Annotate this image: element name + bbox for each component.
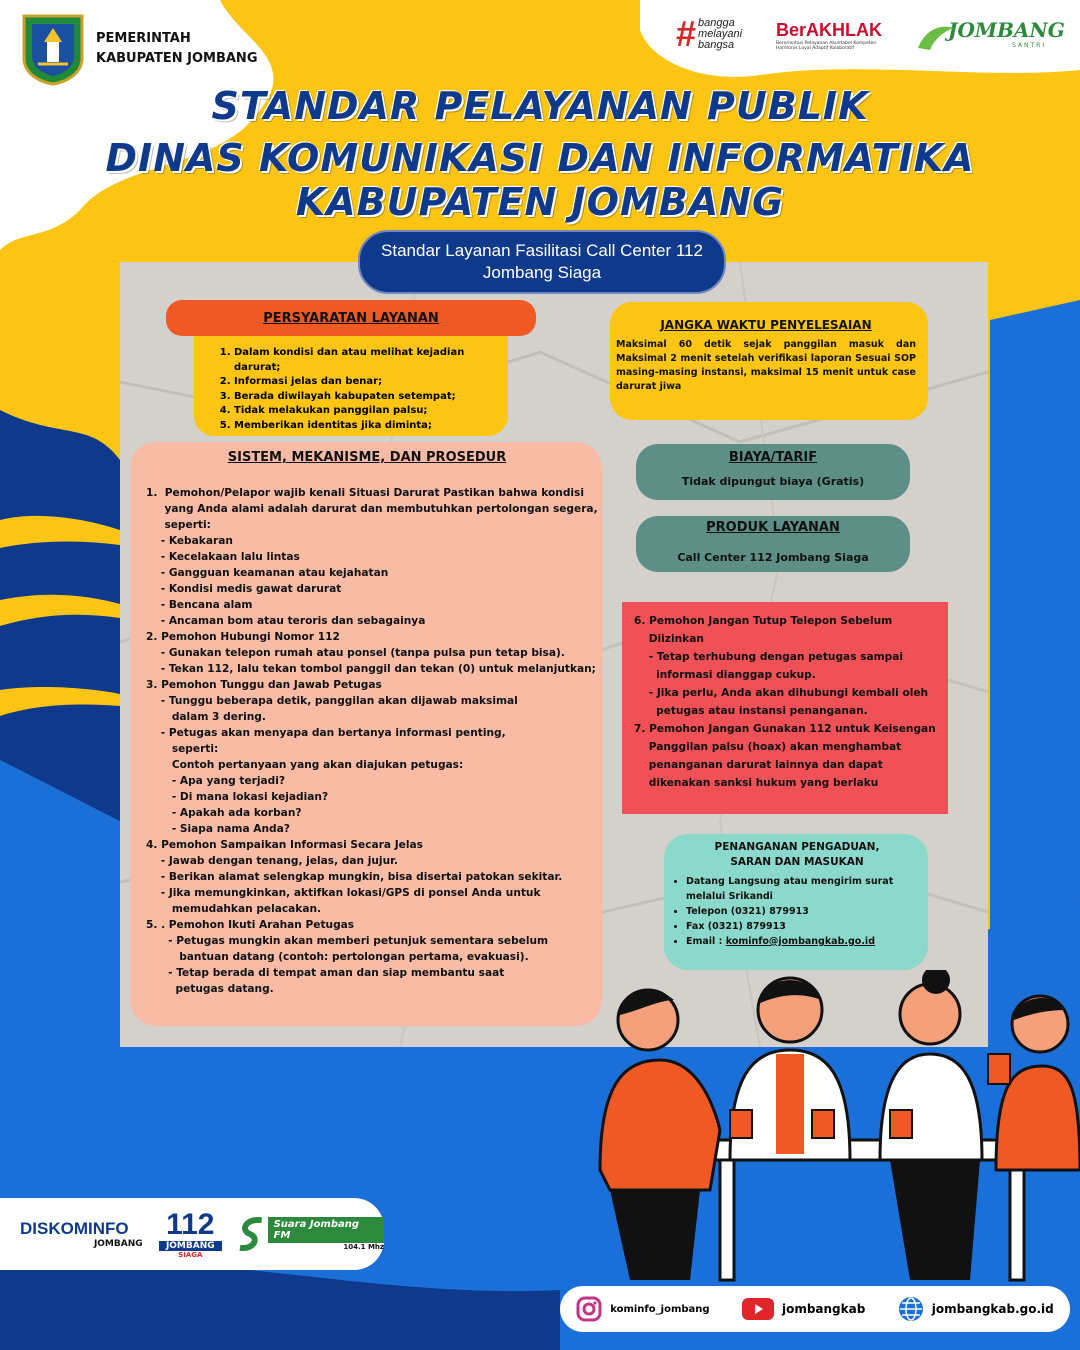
persyaratan-item: 4. Tidak melakukan panggilan palsu; bbox=[234, 404, 498, 419]
text-line: yang Anda alami adalah darurat dan membutuhkan pertolongan segera, bbox=[146, 503, 598, 515]
pengaduan-list bbox=[674, 874, 920, 949]
text-line: 4. Pemohon Sampaikan Informasi Secara Jelas bbox=[146, 839, 423, 851]
main-title-line-1: STANDAR PELAYANAN PUBLIK bbox=[211, 84, 869, 128]
radio-name: Suara Jombang FM bbox=[268, 1217, 384, 1243]
text-line: - Gangguan keamanan atau kejahatan bbox=[146, 567, 389, 579]
text-line: - Jika memungkinkan, aktifkan lokasi/GPS di ponsel Anda untuk bbox=[146, 887, 541, 899]
person-2-shirt bbox=[776, 1054, 804, 1154]
text-line: - Berikan alamat selengkap mungkin, bisa disertai patokan sekitar. bbox=[146, 871, 563, 883]
text-line: - Tetap terhubung dengan petugas sampai bbox=[634, 651, 904, 663]
text-line: - Petugas akan menyapa dan bertanya informasi penting, bbox=[146, 727, 506, 739]
radio-frequency: 104.1 Mhz bbox=[343, 1243, 384, 1251]
text-line: - Tetap berada di tempat aman dan siap membantu saat bbox=[146, 967, 505, 979]
radio-logo bbox=[236, 1216, 384, 1252]
jangka-heading: JANGKA WAKTU PENYELESAIAN bbox=[660, 318, 872, 332]
text-line: Contoh pertanyaan yang akan diajukan petugas: bbox=[146, 759, 464, 771]
jombang-title: JOMBANG bbox=[948, 18, 1065, 42]
person-3-body bbox=[880, 1054, 982, 1160]
diskominfo-logo bbox=[20, 1219, 143, 1249]
youtube-link[interactable] bbox=[742, 1298, 865, 1320]
text-line: 5. . Pemohon Ikuti Arahan Petugas bbox=[146, 919, 355, 931]
produk-text: Call Center 112 Jombang Siaga bbox=[677, 551, 869, 564]
brand1-word-3: bangsa bbox=[698, 38, 735, 51]
service-title-line-2: Jombang Siaga bbox=[482, 263, 602, 282]
text-line: 1. Pemohon/Pelapor wajib kenali Situasi Darurat Pastikan bahwa kondisi bbox=[146, 487, 584, 499]
logo-112-sub: JOMBANG bbox=[159, 1241, 222, 1251]
biaya-heading: BIAYA/TARIF bbox=[728, 450, 818, 465]
lanjutan-lines bbox=[634, 612, 940, 792]
text-line: dalam 3 dering. bbox=[146, 711, 266, 723]
person-1-body bbox=[600, 1060, 720, 1190]
logo-112 bbox=[159, 1209, 222, 1259]
diskominfo-title: DISKOMINFO bbox=[20, 1219, 129, 1238]
text-line: 7. Pemohon Jangan Gunakan 112 untuk Keisengan bbox=[634, 723, 936, 735]
text-line: penanganan darurat lainnya dan dapat bbox=[634, 759, 883, 771]
produk-card bbox=[636, 516, 910, 572]
youtube-icon bbox=[742, 1298, 774, 1320]
persyaratan-heading-pill bbox=[166, 300, 536, 336]
logo-112-sub2: SIAGA bbox=[178, 1251, 203, 1259]
jombang-sub: SANTRI bbox=[1012, 42, 1047, 49]
government-name bbox=[96, 29, 257, 69]
cup-3 bbox=[890, 1110, 912, 1138]
produk-heading: PRODUK LAYANAN bbox=[706, 520, 840, 535]
berakhlak-title: BerAKHLAK bbox=[776, 20, 883, 40]
text-line: - Kebakaran bbox=[146, 535, 233, 547]
brand1-word-2: melayani bbox=[698, 27, 743, 40]
instagram-link[interactable] bbox=[576, 1296, 709, 1322]
text-line: Diizinkan bbox=[634, 633, 704, 645]
text-line: Panggilan palsu (hoax) akan menghambat bbox=[634, 741, 902, 753]
text-line: petugas atau instansi penanganan. bbox=[634, 705, 868, 717]
bg-blue-right bbox=[990, 300, 1080, 940]
brand1-word-1: bangga bbox=[698, 16, 735, 29]
text-line: - Apa yang terjadi? bbox=[146, 775, 286, 787]
pengaduan-item-email bbox=[686, 934, 920, 949]
pengaduan-heading bbox=[674, 840, 920, 870]
persyaratan-heading: PERSYARATAN LAYANAN bbox=[263, 310, 439, 326]
sistem-lines bbox=[146, 485, 598, 997]
pengaduan-heading-2: SARAN DAN MASUKAN bbox=[730, 856, 864, 868]
person-3-head bbox=[900, 984, 960, 1044]
biaya-text: Tidak dipungut biaya (Gratis) bbox=[681, 475, 865, 488]
cup-2 bbox=[812, 1110, 834, 1138]
berakhlak-sub-1: Berorientasi Pelayanan Akuntabel Kompeten bbox=[776, 41, 877, 46]
text-line: - Ancaman bom atau teroris dan sebagainya bbox=[146, 615, 426, 627]
text-line: dikenakan sanksi hukum yang berlaku bbox=[634, 777, 879, 789]
text-line: - Tunggu beberapa detik, panggilan akan dijawab maksimal bbox=[146, 695, 518, 707]
persyaratan-item: 1. Dalam kondisi dan atau melihat kejadian darurat; bbox=[234, 346, 498, 375]
hashtag-icon: # bbox=[676, 13, 697, 54]
text-line: - Petugas mungkin akan memberi petunjuk sementara sebelum bbox=[146, 935, 549, 947]
person-3-legs bbox=[890, 1160, 980, 1280]
logo-112-number: 112 bbox=[166, 1208, 215, 1241]
table-leg-right bbox=[1010, 1160, 1024, 1280]
text-line: - Siapa nama Anda? bbox=[146, 823, 290, 835]
text-line: seperti: bbox=[146, 519, 211, 531]
text-line: - Kecelakaan lalu lintas bbox=[146, 551, 300, 563]
service-title-line-1: Standar Layanan Fasilitasi Call Center 112 bbox=[381, 241, 703, 260]
persyaratan-body bbox=[194, 334, 508, 436]
text-line: 2. Pemohon Hubungi Nomor 112 bbox=[146, 631, 340, 643]
partner-logos bbox=[0, 1198, 384, 1270]
leaf-swirl-icon bbox=[916, 22, 956, 52]
jombang-santri-logo bbox=[922, 18, 1065, 49]
sistem-card bbox=[130, 442, 602, 1026]
gov-line-1: PEMERINTAH bbox=[96, 31, 191, 46]
text-line: - Jika perlu, Anda akan dihubungi kembali oleh bbox=[634, 687, 929, 699]
brand-logos bbox=[676, 10, 1076, 66]
persyaratan-list bbox=[224, 346, 498, 433]
pengaduan-item: • Fax (0321) 879913 bbox=[686, 919, 920, 934]
text-line: - Tekan 112, lalu tekan tombol panggil dan tekan (0) untuk melanjutkan; bbox=[146, 663, 596, 675]
jangka-waktu-card bbox=[610, 302, 928, 420]
diskominfo-sub: JOMBANG bbox=[93, 1239, 143, 1249]
globe-icon bbox=[898, 1296, 924, 1322]
radio-swoosh-icon bbox=[236, 1216, 266, 1252]
text-line: - Apakah ada korban? bbox=[146, 807, 302, 819]
government-header bbox=[20, 12, 257, 86]
text-line: - Gunakan telepon rumah atau ponsel (tanpa pulsa pun tetap bisa). bbox=[146, 647, 565, 659]
website-link[interactable] bbox=[898, 1296, 1054, 1322]
text-line: - Bencana alam bbox=[146, 599, 253, 611]
gov-line-2: KABUPATEN JOMBANG bbox=[96, 51, 258, 66]
persyaratan-item: 2. Informasi jelas dan benar; bbox=[234, 375, 498, 390]
social-bar bbox=[560, 1286, 1070, 1332]
text-line: memudahkan pelacakan. bbox=[146, 903, 322, 915]
bangga-melayani-logo bbox=[676, 13, 743, 54]
instagram-icon bbox=[576, 1296, 602, 1322]
text-line: 3. Pemohon Tunggu dan Jawab Petugas bbox=[146, 679, 382, 691]
cup-4 bbox=[988, 1054, 1010, 1084]
website-url: jombangkab.go.id bbox=[931, 1302, 1054, 1316]
text-line: bantuan datang (contoh: pertolongan pertama, evakuasi). bbox=[146, 951, 529, 963]
table-leg-left bbox=[720, 1160, 734, 1280]
persyaratan-item: 5. Memberikan identitas jika diminta; bbox=[234, 419, 498, 434]
biaya-card bbox=[636, 444, 910, 500]
pengaduan-heading-1: PENANGANAN PENGADUAN, bbox=[714, 841, 880, 853]
berakhlak-sub-2: Harmonis Loyal Adaptif Kolaboratif bbox=[776, 46, 855, 51]
email-label: Email : bbox=[686, 936, 726, 947]
text-line: petugas datang. bbox=[146, 983, 274, 995]
pengaduan-card bbox=[664, 834, 928, 970]
pengaduan-item: • Telepon (0321) 879913 bbox=[686, 904, 920, 919]
service-title-pill bbox=[358, 230, 726, 294]
pengaduan-item: • Datang Langsung atau mengirim surat melalui Srikandi bbox=[686, 874, 920, 904]
text-line: informasi dianggap cukup. bbox=[634, 669, 816, 681]
jangka-text: Maksimal 60 detik sejak panggilan masuk dan Maksimal 2 menit setelah verifikasi laporan Sesuai SOP masing-masing instansi, maksimal 15 menit untuk case darurat jiwa bbox=[616, 339, 916, 392]
email-link[interactable]: kominfo@jombangkab.go.id bbox=[725, 936, 875, 947]
text-line: 6. Pemohon Jangan Tutup Telepon Sebelum bbox=[634, 615, 893, 627]
youtube-handle: jombangkab bbox=[781, 1302, 866, 1316]
persyaratan-item: 3. Berada diwilayah kabupaten setempat; bbox=[234, 390, 498, 405]
text-line: - Kondisi medis gawat darurat bbox=[146, 583, 342, 595]
text-line: seperti: bbox=[146, 743, 219, 755]
sistem-heading: SISTEM, MEKANISME, DAN PROSEDUR bbox=[227, 450, 507, 465]
cup-1 bbox=[730, 1110, 752, 1138]
lanjutan-card bbox=[622, 602, 948, 814]
text-line: - Jawab dengan tenang, jelas, dan jujur. bbox=[146, 855, 398, 867]
berakhlak-logo bbox=[776, 20, 916, 51]
instagram-handle: kominfo_jombang bbox=[610, 1303, 710, 1315]
jombang-crest-icon bbox=[20, 12, 86, 86]
main-title-line-2: DINAS KOMUNIKASI DAN INFORMATIKA KABUPATEN JOMBANG bbox=[105, 136, 975, 224]
text-line: - Di mana lokasi kejadian? bbox=[146, 791, 329, 803]
people-illustration bbox=[590, 970, 1080, 1290]
person-1-legs bbox=[610, 1190, 700, 1280]
